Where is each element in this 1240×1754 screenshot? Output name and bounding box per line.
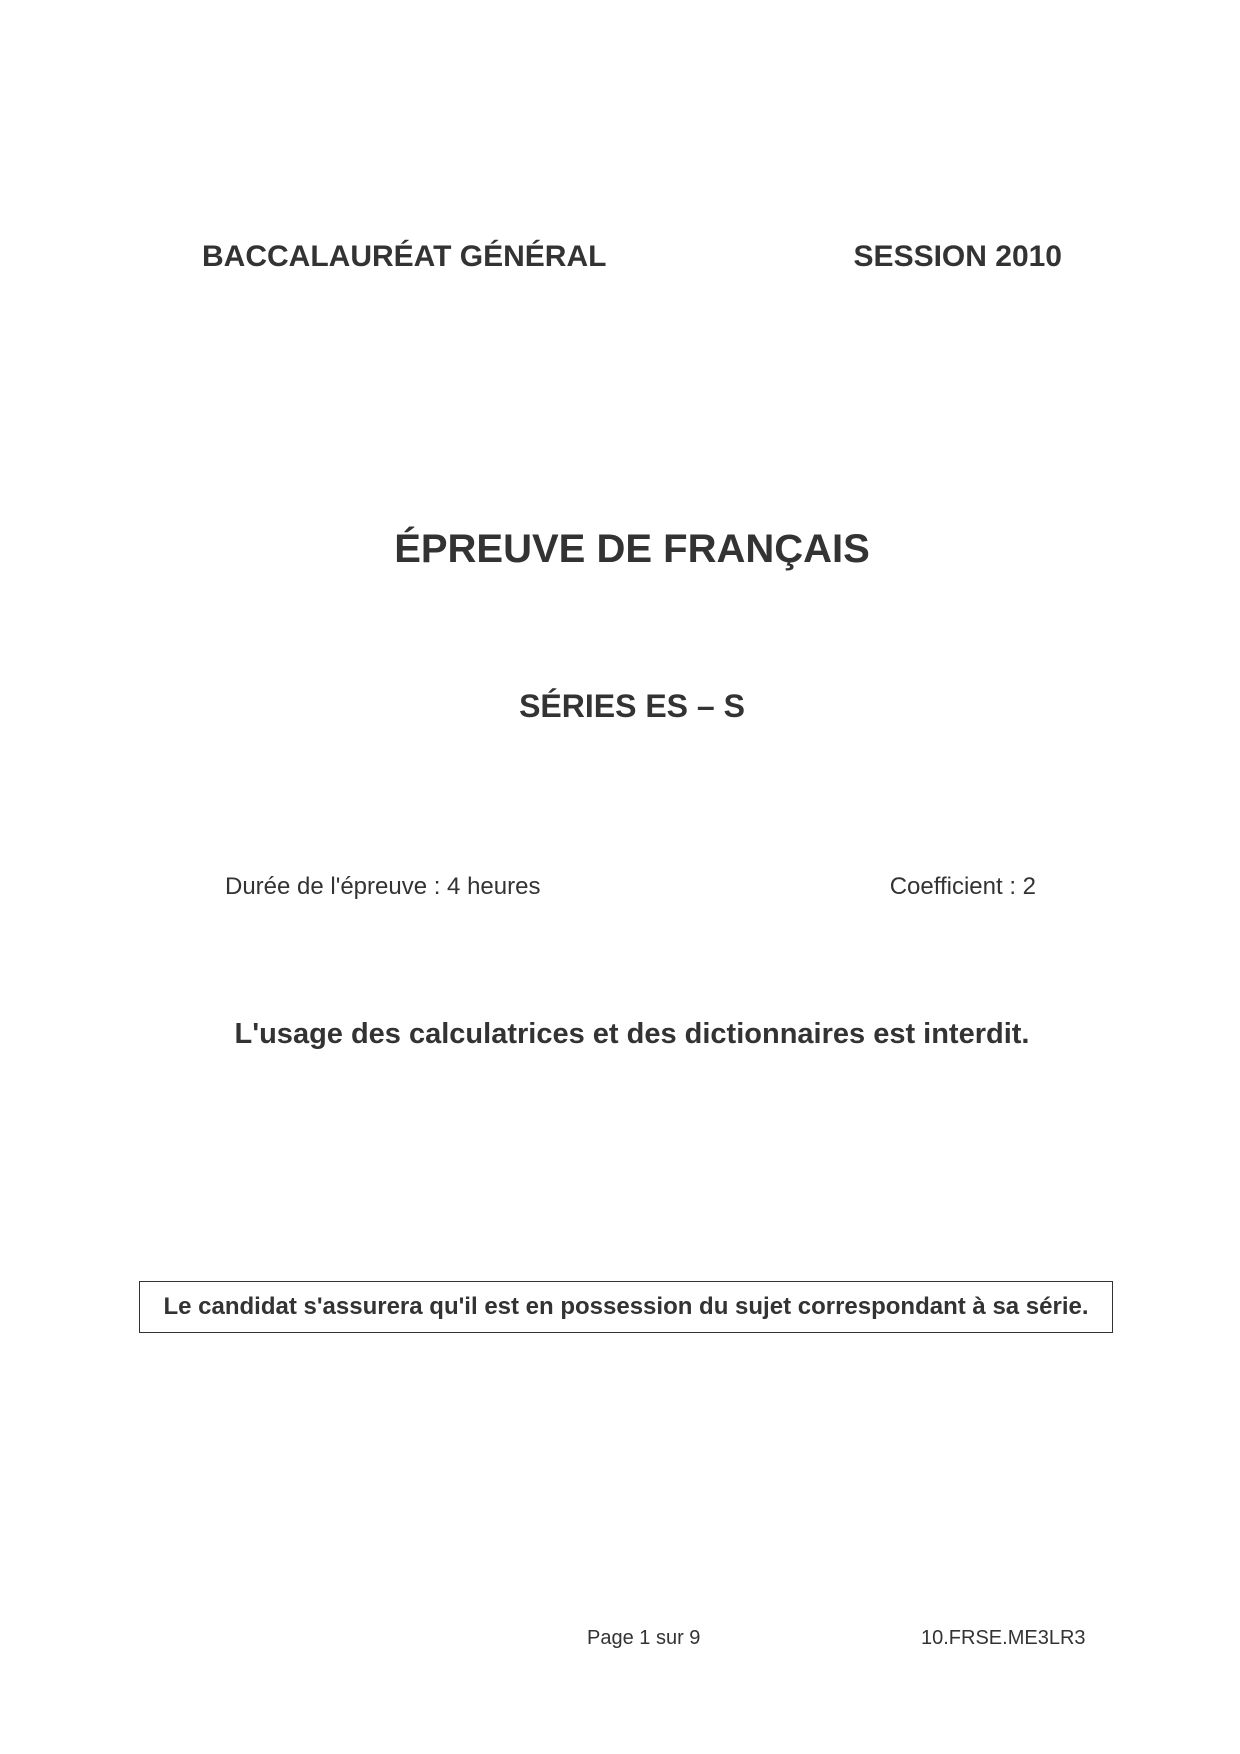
boxed-notice-text: Le candidat s'assurera qu'il est en possession du sujet correspondant à sa série. bbox=[163, 1293, 1089, 1320]
session-label: SESSION 2010 bbox=[853, 240, 1062, 273]
page-number: Page 1 sur 9 bbox=[587, 1627, 701, 1649]
duration-text: Durée de l'épreuve : 4 heures bbox=[225, 873, 541, 900]
boxed-notice bbox=[139, 1281, 1113, 1333]
coefficient-text: Coefficient : 2 bbox=[889, 873, 1036, 900]
document-code: 10.FRSE.ME3LR3 bbox=[921, 1627, 1086, 1649]
exam-name: BACCALAURÉAT GÉNÉRAL bbox=[202, 240, 607, 273]
page-title: ÉPREUVE DE FRANÇAIS bbox=[394, 527, 870, 571]
series-label: SÉRIES ES – S bbox=[519, 688, 745, 724]
calculator-notice: L'usage des calculatrices et des dictionnaires est interdit. bbox=[234, 1018, 1030, 1050]
